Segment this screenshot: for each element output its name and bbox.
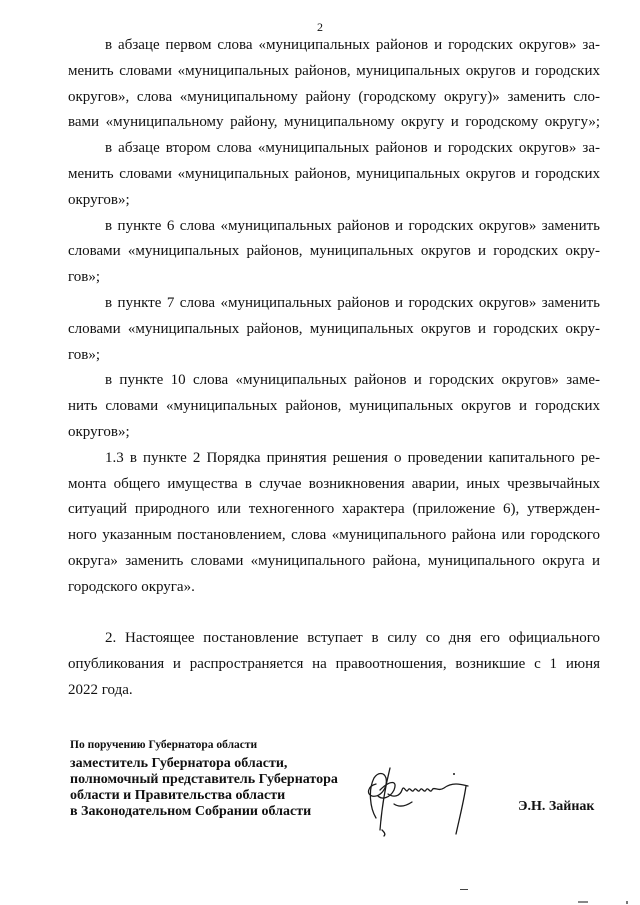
signature-line: в Законодательном Собрании области	[70, 804, 312, 819]
text-line: словами «муниципальных районов, муниципальных округов и городских окру-	[68, 320, 600, 337]
text-line: в абзаце первом слова «муниципальных районов и городских округов» за-	[105, 37, 600, 53]
text-line: менить словами «муниципальных районов, муниципальных округов и городских	[68, 165, 600, 182]
paragraph	[68, 446, 600, 601]
text-line: гов»;	[68, 346, 101, 363]
text-line: 2. Настоящее постановление вступает в силу со дня его официального	[105, 630, 600, 647]
text-line: округов», слова «муниципальному району (городскому округу)» заменить сло-	[68, 88, 600, 105]
paragraph	[68, 626, 600, 703]
paragraph	[68, 136, 600, 213]
text-line: в пункте 10 слова «муниципальных районов и городских округов» заме-	[105, 372, 600, 389]
text-line: 2022 года.	[68, 681, 133, 698]
text-line: опубликования и распространяется на правоотношения, возникшие с 1 июня	[68, 656, 600, 673]
text-line: монта общего имущества в случае возникновения аварии, иных чрезвычайных	[68, 475, 600, 492]
signature-line: области и Правительства области	[70, 788, 286, 803]
paragraph	[68, 214, 600, 291]
text-line: городского округа».	[68, 578, 195, 595]
text-line: вами «муниципальному району, муниципальному округу и городскому округу»;	[68, 114, 600, 131]
text-line: округов»;	[68, 423, 130, 440]
text-line: словами «муниципальных районов, муниципальных округов и городских окру-	[68, 243, 600, 260]
paragraph	[68, 368, 600, 445]
signature-line: полномочный представитель Губернатора	[70, 772, 338, 787]
text-line: 1.3 в пункте 2 Порядка принятия решения о проведении капитального ре-	[105, 449, 600, 466]
signature-line: По поручению Губернатора области	[70, 739, 258, 751]
text-line: менить словами «муниципальных районов, муниципальных округов и городских	[68, 62, 600, 79]
text-line: нить словами «муниципальных районов, муниципальных округов и городских	[68, 398, 600, 415]
text-line: в пункте 6 слова «муниципальных районов и городских округов» заменить	[105, 217, 600, 234]
text-line: округа» заменить словами «муниципального района, муниципального округа и	[68, 552, 600, 569]
text-line: ного указанным постановлением, слова «муниципального района или городского	[68, 527, 600, 544]
document-body	[68, 33, 600, 704]
paragraph	[68, 33, 600, 136]
page-number: 2	[317, 20, 323, 34]
text-line: в абзаце втором слова «муниципальных районов и городских округов» за-	[105, 140, 600, 157]
signatory-name: Э.Н. Зайнак	[518, 799, 595, 814]
signature-line: заместитель Губернатора области,	[70, 756, 288, 771]
text-line: в пункте 7 слова «муниципальных районов и городских округов» заменить	[105, 294, 600, 311]
text-line: гов»;	[68, 269, 101, 286]
text-line: ситуаций природного или техногенного характера (приложение 6), утвержден-	[68, 501, 600, 518]
text-line: округов»;	[68, 191, 130, 208]
paragraph	[68, 291, 600, 368]
handwritten-signature	[360, 760, 480, 840]
